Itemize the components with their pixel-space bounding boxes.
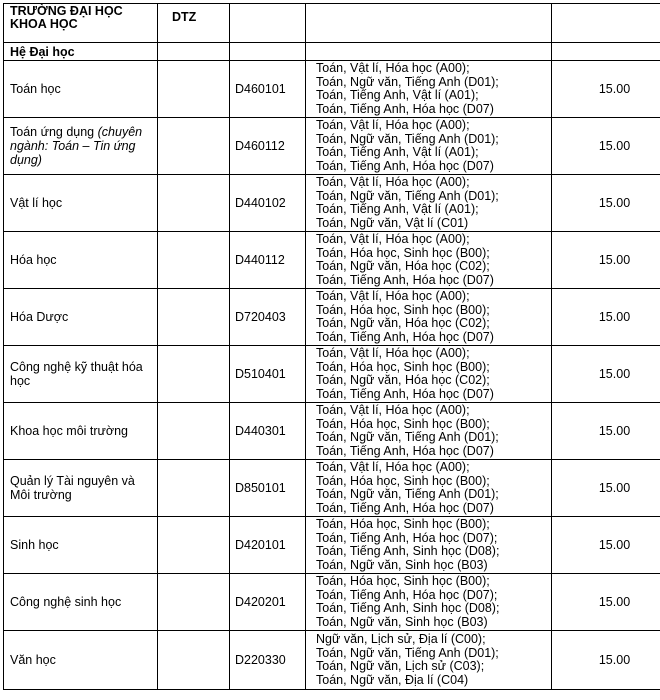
- program-code: D440301: [230, 403, 306, 460]
- cutoff-score: 15.00: [552, 346, 660, 403]
- table-row: [4, 346, 660, 403]
- subject-combination: Toán, Tiếng Anh, Vật lí (A01);: [316, 88, 479, 102]
- program-code: D850101: [230, 460, 306, 517]
- subject-combinations: [306, 574, 552, 631]
- subject-combination: Toán, Hóa học, Sinh học (B00);: [316, 359, 490, 374]
- table-row: [4, 61, 660, 118]
- subject-combination: Toán, Ngữ văn, Sinh học (B03): [316, 557, 488, 572]
- program-name-text: Vật lí học: [10, 196, 63, 210]
- subject-combination: Toán, Ngữ văn, Vật lí (C01): [316, 215, 469, 230]
- subject-combinations: [306, 232, 552, 289]
- program-name-text: Văn học: [10, 653, 56, 667]
- table-row: [4, 232, 660, 289]
- program-code: D720403: [230, 289, 306, 346]
- program-name-note: (chuyên ngành: Toán – Tin ứng dụng): [10, 125, 143, 167]
- subject-combination: Toán, Tiếng Anh, Vật lí (A01);: [316, 145, 479, 159]
- subject-combination: Toán, Vật lí, Hóa học (A00);: [316, 232, 470, 246]
- cutoff-score: 15.00: [552, 61, 660, 118]
- admission-table: [3, 3, 660, 690]
- subject-combination: Toán, Vật lí, Hóa học (A00);: [316, 118, 470, 132]
- subject-combination: Toán, Vật lí, Hóa học (A00);: [316, 289, 470, 303]
- program-name-text: Toán học: [10, 82, 61, 96]
- subject-combination: Toán, Hóa học, Sinh học (B00);: [316, 473, 490, 488]
- cutoff-score: 15.00: [552, 118, 660, 175]
- table-row: [4, 175, 660, 232]
- cutoff-score: 15.00: [552, 517, 660, 574]
- program-name-text: Công nghệ kỹ thuật hóa học: [10, 360, 143, 388]
- subject-combination: Toán, Vật lí, Hóa học (A00);: [316, 346, 470, 360]
- table-row: [4, 403, 660, 460]
- cutoff-score: 15.00: [552, 460, 660, 517]
- subject-combination: Toán, Ngữ văn, Lịch sử (C03);: [316, 659, 485, 673]
- program-name: [4, 118, 158, 175]
- subject-combination: Toán, Tiếng Anh, Hóa học (D07): [316, 272, 494, 287]
- cutoff-score: 15.00: [552, 232, 660, 289]
- subject-combination: Toán, Ngữ văn, Tiếng Anh (D01);: [316, 487, 499, 501]
- program-name-text: Quản lý Tài nguyên và Môi trường: [10, 474, 135, 502]
- cutoff-score: 15.00: [552, 574, 660, 631]
- program-code: D420201: [230, 574, 306, 631]
- header-empty-cell: [552, 4, 660, 43]
- system-row: [4, 43, 660, 61]
- table-row: [4, 631, 660, 690]
- subject-combination: Toán, Vật lí, Hóa học (A00);: [316, 175, 470, 189]
- cutoff-score: 15.00: [552, 631, 660, 690]
- school-name-cell: [4, 4, 158, 43]
- program-code: D460112: [230, 118, 306, 175]
- program-code: D440102: [230, 175, 306, 232]
- subject-combination: Toán, Tiếng Anh, Hóa học (D07): [316, 329, 494, 344]
- table-row: [4, 574, 660, 631]
- subject-combinations: [306, 289, 552, 346]
- subject-combinations: [306, 631, 552, 690]
- program-code: D220330: [230, 631, 306, 690]
- subject-combination: Toán, Ngữ văn, Tiếng Anh (D01);: [316, 430, 499, 444]
- subject-combination: Toán, Tiếng Anh, Hóa học (D07): [316, 101, 494, 116]
- subject-combination: Toán, Vật lí, Hóa học (A00);: [316, 460, 470, 474]
- subject-combination: Toán, Vật lí, Hóa học (A00);: [316, 403, 470, 417]
- subject-combination: Toán, Hóa học, Sinh học (B00);: [316, 416, 490, 431]
- subject-combinations: [306, 403, 552, 460]
- cutoff-score: 15.00: [552, 175, 660, 232]
- program-name: [4, 346, 158, 403]
- program-rows: [4, 61, 660, 690]
- program-name: [4, 574, 158, 631]
- subject-combination: Toán, Tiếng Anh, Hóa học (D07);: [316, 587, 498, 602]
- subject-combinations: [306, 346, 552, 403]
- subject-combination: Toán, Hóa học, Sinh học (B00);: [316, 574, 490, 588]
- cutoff-score: 15.00: [552, 289, 660, 346]
- subject-combination: Toán, Ngữ văn, Hóa học (C02);: [316, 373, 490, 387]
- subject-combination: Toán, Ngữ văn, Hóa học (C02);: [316, 316, 490, 330]
- program-name-text: Khoa học môi trường: [10, 424, 129, 438]
- table-row: [4, 118, 660, 175]
- program-name-text: Hóa học: [10, 253, 57, 267]
- program-name-text: Toán ứng dụng: [10, 125, 95, 139]
- school-name-line1: TRƯỜNG ĐẠI HỌC: [10, 4, 123, 18]
- subject-combination: Toán, Ngữ văn, Tiếng Anh (D01);: [316, 188, 499, 203]
- table-row: [4, 517, 660, 574]
- subject-combination: Toán, Hóa học, Sinh học (B00);: [316, 517, 490, 531]
- program-name: [4, 517, 158, 574]
- program-code: D510401: [230, 346, 306, 403]
- subject-combination: Ngữ văn, Lịch sử, Địa lí (C00);: [316, 632, 486, 646]
- subject-combination: Toán, Hóa học, Sinh học (B00);: [316, 302, 490, 317]
- subject-combination: Toán, Ngữ văn, Sinh học (B03): [316, 614, 488, 629]
- subject-combination: Toán, Tiếng Anh, Hóa học (D07): [316, 443, 494, 458]
- subject-combination: Toán, Tiếng Anh, Sinh học (D08);: [316, 601, 500, 615]
- program-name-text: Hóa Dược: [10, 310, 69, 324]
- program-name-text: Công nghệ sinh học: [10, 595, 122, 609]
- subject-combination: Toán, Ngữ văn, Tiếng Anh (D01);: [316, 645, 499, 660]
- subject-combinations: [306, 517, 552, 574]
- subject-combination: Toán, Vật lí, Hóa học (A00);: [316, 61, 470, 75]
- program-code: D440112: [230, 232, 306, 289]
- table-row: [4, 460, 660, 517]
- system-label: Hệ Đại học: [4, 43, 158, 61]
- subject-combination: Toán, Ngữ văn, Tiếng Anh (D01);: [316, 131, 499, 146]
- subject-combination: Toán, Ngữ văn, Địa lí (C04): [316, 672, 469, 687]
- program-name: [4, 232, 158, 289]
- subject-combinations: [306, 460, 552, 517]
- subject-combination: Toán, Hóa học, Sinh học (B00);: [316, 245, 490, 260]
- subject-combinations: [306, 61, 552, 118]
- header-empty-cell: [230, 4, 306, 43]
- subject-combination: Toán, Ngữ văn, Hóa học (C02);: [316, 259, 490, 273]
- program-name: [4, 403, 158, 460]
- subject-combination: Toán, Tiếng Anh, Sinh học (D08);: [316, 544, 500, 558]
- program-name: [4, 289, 158, 346]
- subject-combination: Toán, Tiếng Anh, Vật lí (A01);: [316, 202, 479, 216]
- subject-combinations: [306, 175, 552, 232]
- program-name: [4, 460, 158, 517]
- program-name: [4, 631, 158, 690]
- program-name: [4, 61, 158, 118]
- subject-combination: Toán, Tiếng Anh, Hóa học (D07): [316, 500, 494, 515]
- program-name: [4, 175, 158, 232]
- cutoff-score: 15.00: [552, 403, 660, 460]
- subject-combination: Toán, Tiếng Anh, Hóa học (D07): [316, 158, 494, 173]
- program-code: D460101: [230, 61, 306, 118]
- subject-combination: Toán, Tiếng Anh, Hóa học (D07): [316, 386, 494, 401]
- subject-combinations: [306, 118, 552, 175]
- header-empty-cell: [306, 4, 552, 43]
- program-name-text: Sinh học: [10, 538, 59, 552]
- subject-combination: Toán, Ngữ văn, Tiếng Anh (D01);: [316, 74, 499, 89]
- subject-combination: Toán, Tiếng Anh, Hóa học (D07);: [316, 530, 498, 545]
- program-code: D420101: [230, 517, 306, 574]
- table-row: [4, 289, 660, 346]
- school-name-line2: KHOA HỌC: [10, 17, 78, 31]
- table-header-row: [4, 4, 660, 43]
- school-code-cell: DTZ: [158, 4, 230, 43]
